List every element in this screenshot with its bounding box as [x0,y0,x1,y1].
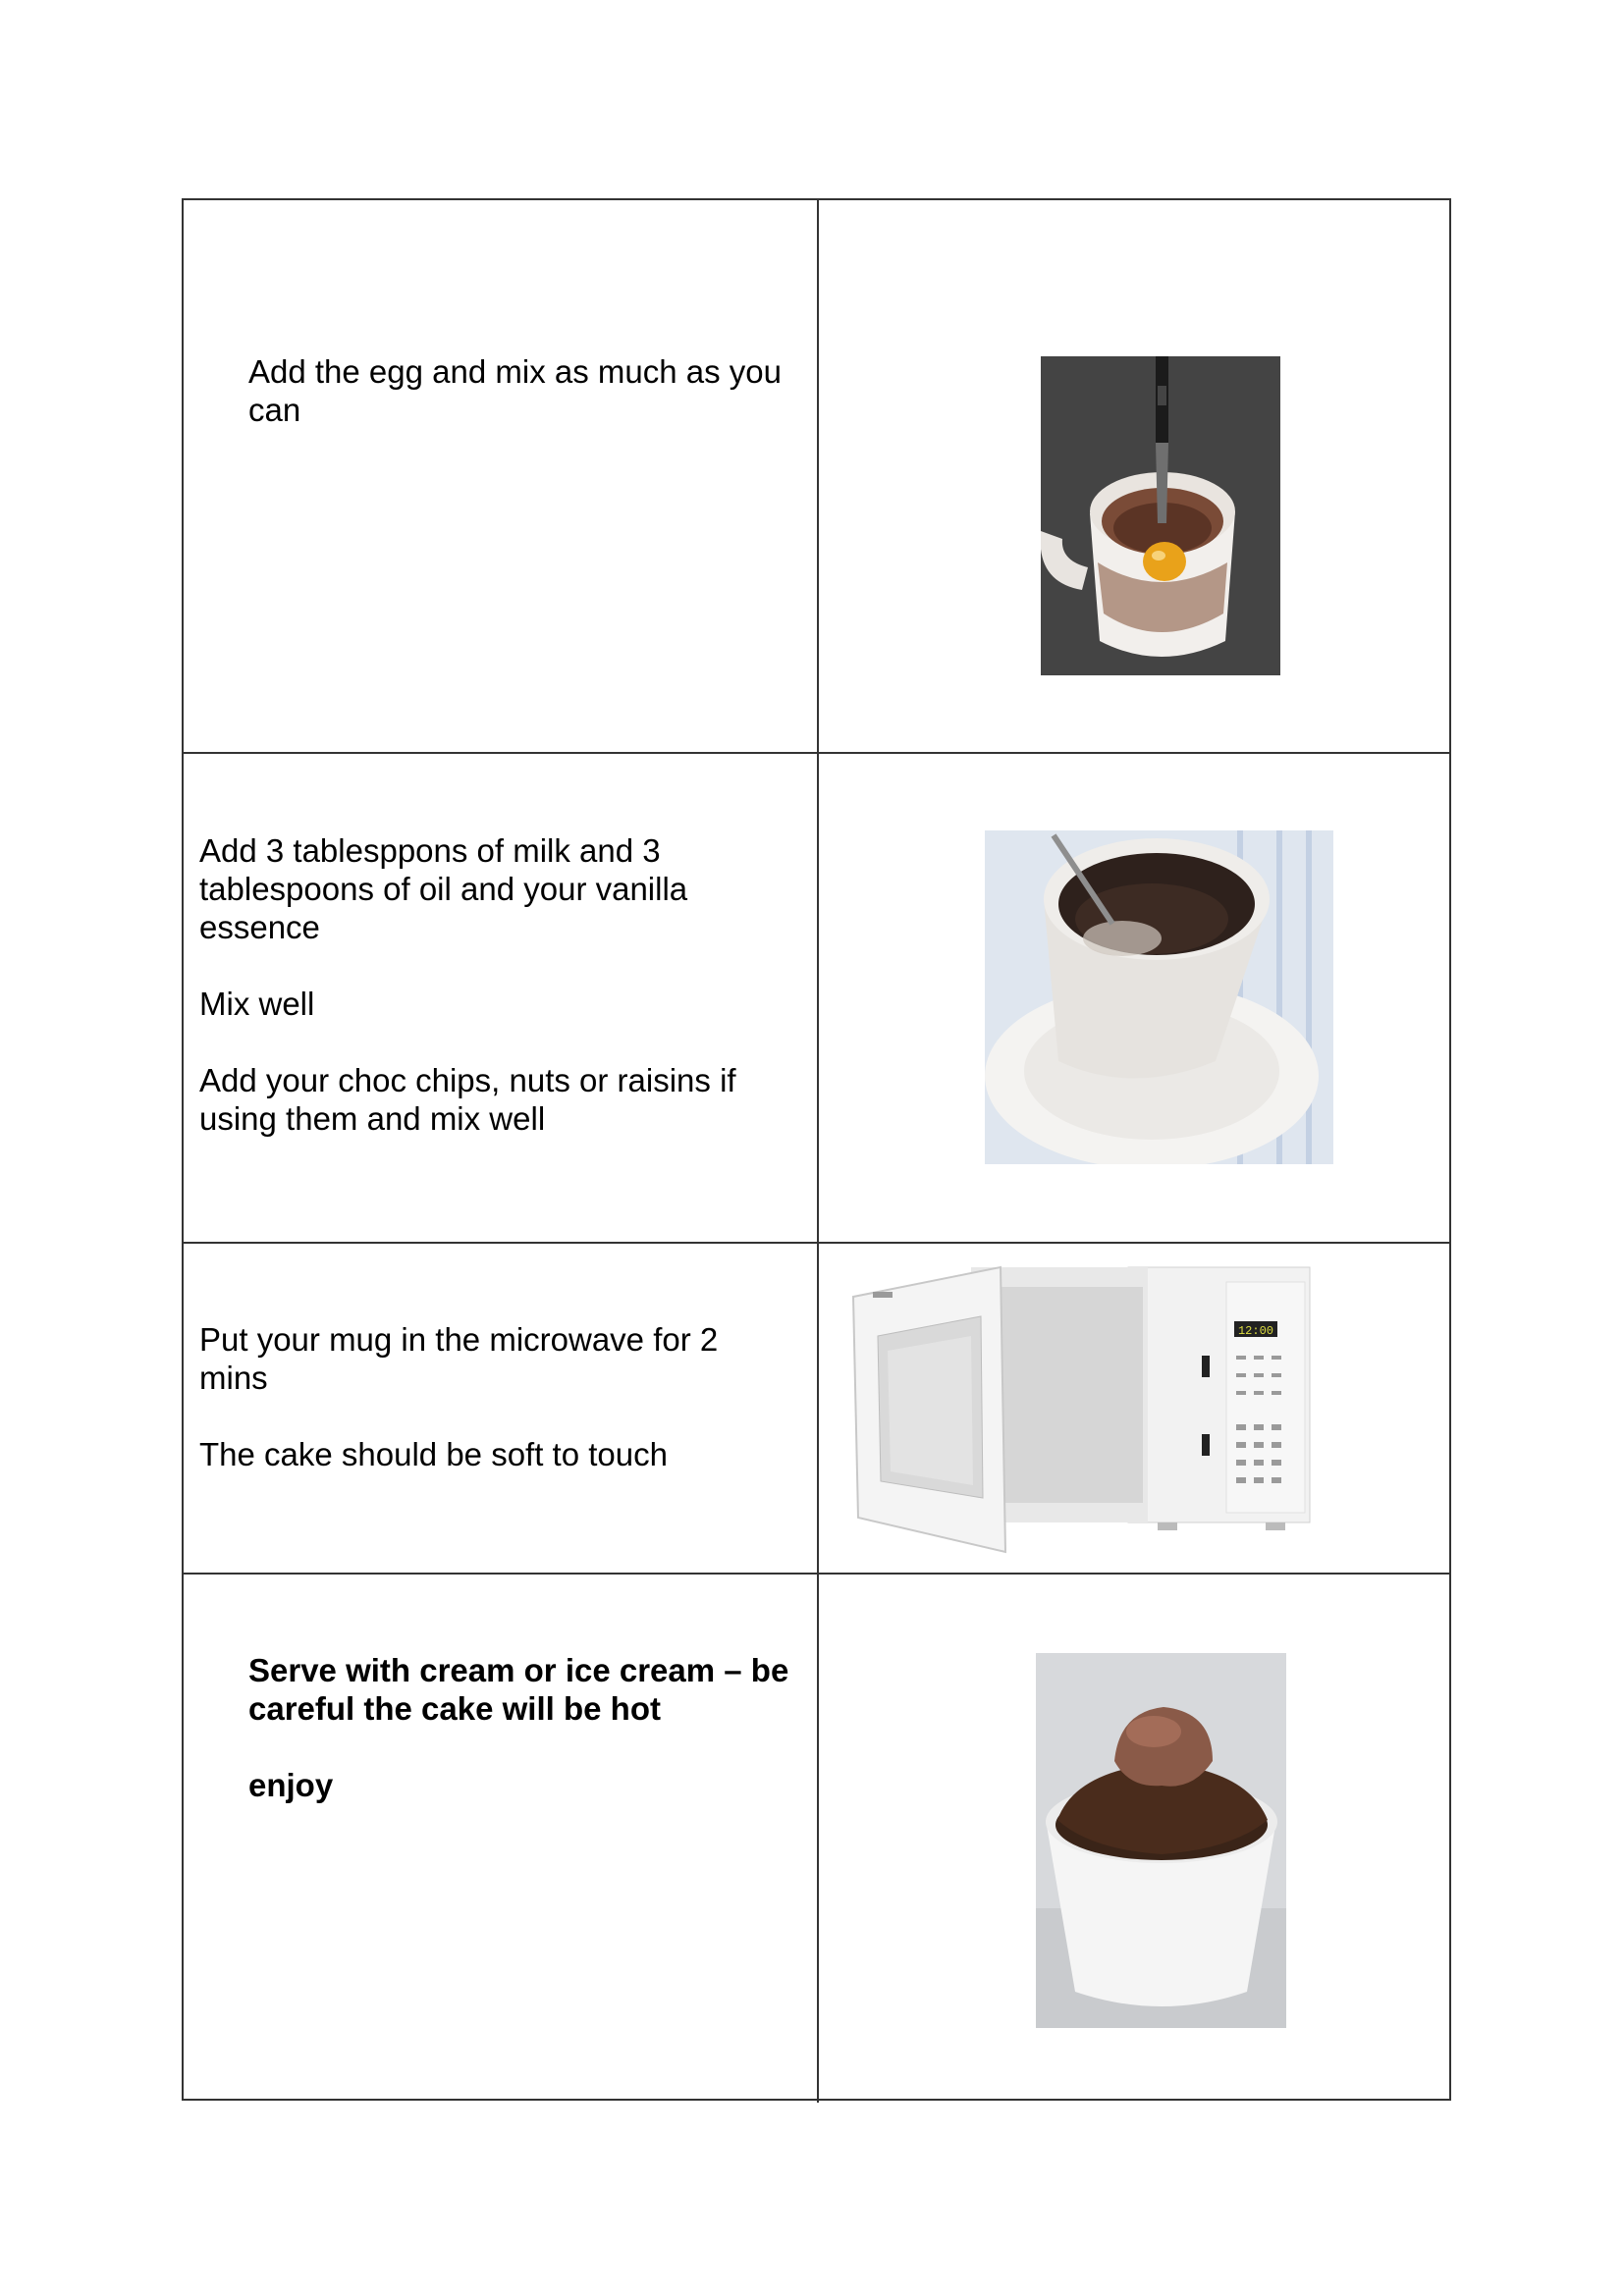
step-3-paragraph-2: The cake should be soft to touch [199,1436,668,1472]
step-1-text [248,352,798,429]
column-divider [817,200,819,752]
step-row-4 [184,1575,1449,2103]
column-divider [817,1575,819,2103]
step-2-text [199,831,788,1138]
step-row-3 [184,1244,1449,1575]
microwave-photo-icon [834,1257,1325,1572]
step-4-text [248,1651,813,1804]
step-1-paragraph-1: Add the egg and mix as much as you can [248,353,782,428]
mug-cake-photo-icon [1036,1653,1286,2028]
step-3-paragraph-1: Put your mug in the microwave for 2 mins [199,1321,719,1396]
step-4-paragraph-2: enjoy [248,1767,334,1803]
step-4-paragraph-1: Serve with cream or ice cream – be careful the cake will be hot [248,1652,789,1727]
step-2-paragraph-2: Mix well [199,986,315,1022]
column-divider [817,1244,819,1573]
microwave-display-text: 12:00 [1237,1324,1274,1338]
step-2-paragraph-3: Add your choc chips, nuts or raisins if using them and mix well [199,1062,736,1137]
step-2-paragraph-1: Add 3 tablesppons of milk and 3 tablespoons of oil and your vanilla essence [199,832,688,945]
step-3-text [199,1320,788,1473]
step-row-2 [184,754,1449,1244]
mug-batter-photo-icon [985,830,1333,1164]
egg-in-mug-photo-icon [1041,356,1280,675]
recipe-steps-table [182,198,1451,2101]
column-divider [817,754,819,1242]
step-row-1 [184,200,1449,754]
